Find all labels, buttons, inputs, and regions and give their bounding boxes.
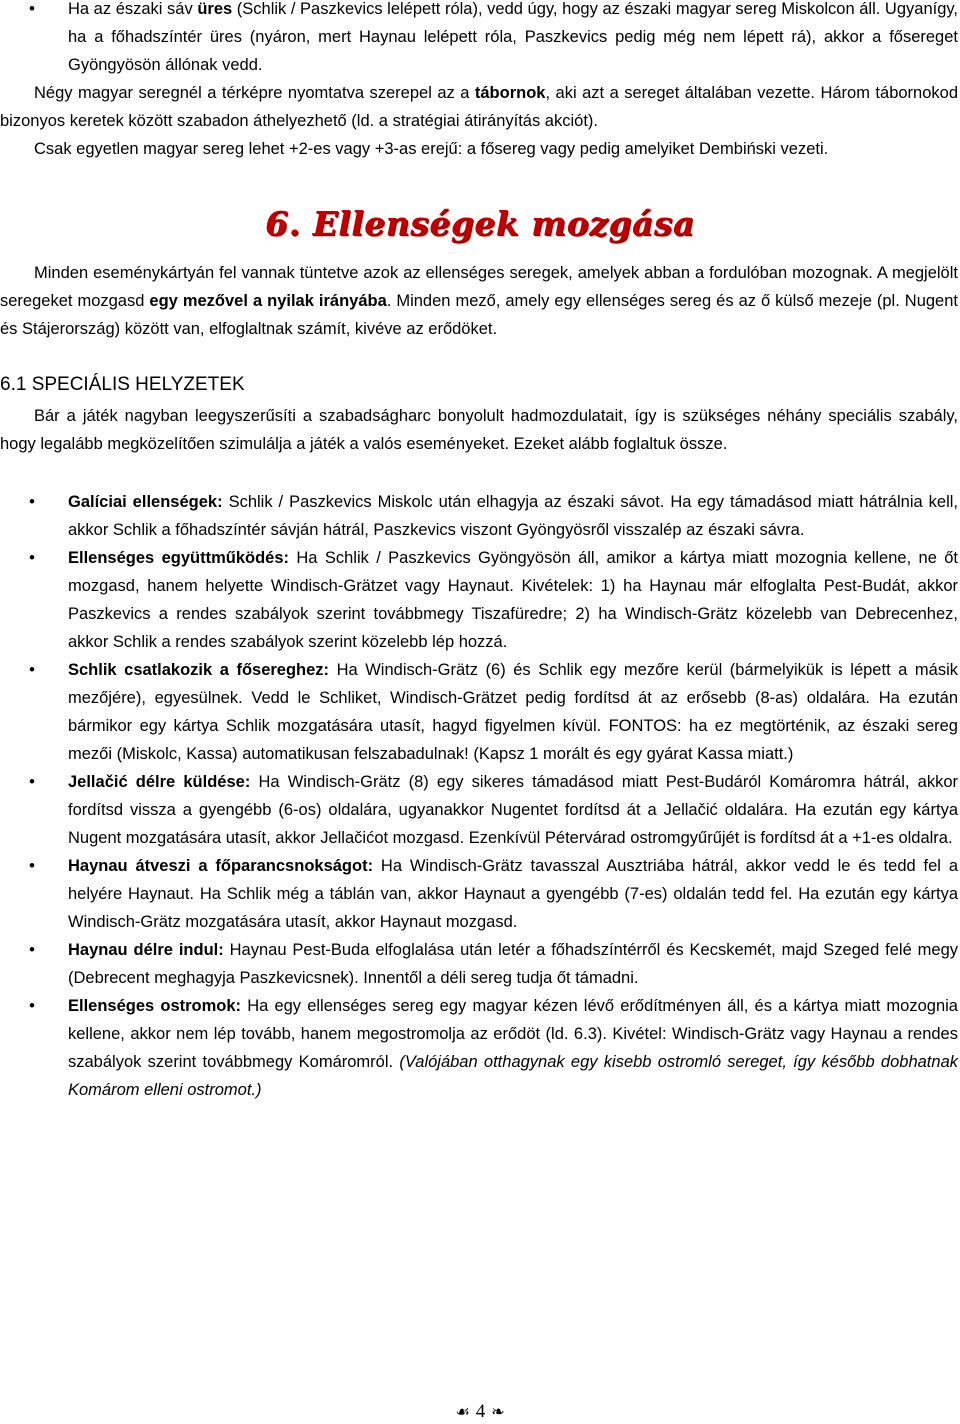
special-rules-list (0, 488, 958, 1104)
rule-italic-note: (Valójában otthagynak egy kisebb ostromló sereget, így később dobhatnak Komárom elleni ostromot.) (68, 1053, 958, 1099)
text-span: Négy magyar seregnél a térképre nyomtatva szerepel az a (34, 84, 475, 102)
rule-title: Ellenséges ostromok: (68, 997, 242, 1015)
rule-text: Ha Windisch-Grätz (8) egy sikeres támadásod miatt Pest-Budáról Komáromra hátrál, akkor fordítsd vissza a gyengébb (6-os) oldalára, ugyanakkor Nugentet fordítsd át a Jellačić oldalára. Ha ezután egy kártya Nugent mozgatására utasít, akkor Jellačićot mozgasd. Ezenkívül Pétervárad ostromgyűrűjét is fordítsd át a +1-es oldalra. (68, 773, 958, 847)
rule-title: Jellačić délre küldése: (68, 773, 251, 791)
page-number: 4 (475, 1401, 486, 1422)
rule-item (0, 768, 958, 852)
page-footer (0, 1401, 960, 1423)
bold-term: tábornok (474, 84, 546, 102)
section-6-1-heading: 6.1 SPECIÁLIS HELYZETEK (0, 374, 245, 395)
rule-title: Haynau délre indul: (68, 941, 224, 959)
fleuron-right-icon: ❧ (491, 1402, 505, 1421)
fleuron-left-icon: ☙ (455, 1402, 470, 1421)
text-span: Ha az északi sáv (68, 0, 198, 18)
bold-term: egy mezővel a nyilak irányába (149, 292, 387, 310)
rule-text: Haynau Pest-Buda elfoglalása után letér a főhadszíntérről és Kecskemét, majd Szeged felé megy (Debrecent meghagyja Paszkevicsnek). Innentől a déli sereg tudja őt támadni. (68, 941, 959, 987)
rule-item (0, 488, 958, 544)
rule-text: Schlik / Paszkevics Miskolc után elhagyja az északi sávot. Ha egy támadásod miatt hátrálnia kell, akkor Schlik a főhadszíntér sávján hátrál, Paszkevics viszont Gyöngyösről visszalép az északi sávra. (68, 493, 958, 539)
single-army-paragraph: Csak egyetlen magyar sereg lehet +2-es vagy +3-as erejű: a fősereg vagy pedig amelyiket Dembiński vezeti. (34, 140, 829, 158)
rule-title: Ellenséges együttműködés: (68, 549, 290, 567)
section-6-1-intro: Bár a játék nagyban leegyszerűsíti a szabadságharc bonyolult hadmozdulatait, így is szükséges néhány speciális szabály, hogy legalább megközelítően szimulálja a játék a valós eseményeket. Ezeket alább foglaltuk össze. (0, 407, 958, 453)
rule-item (0, 656, 958, 768)
bold-term: üres (197, 0, 233, 18)
rule-text: Ha Windisch-Grätz tavasszal Ausztriába hátrál, akkor vedd le és tedd fel a helyére Haynaut. Ha Schlik még a táblán van, akkor Haynaut a gyengébb (7-es) oldalán tedd fel. Ha ezután egy kártya Windisch-Grätz mozgatására utasít, akkor Haynaut mozgasd. (68, 857, 958, 931)
rule-text: Ha Windisch-Grätz (6) és Schlik egy mezőre kerül (bármelyikük is lépett a másik mezőjére), egyesülnek. Vedd le Schliket, Windisch-Grätzet pedig fordítsd át az erősebb (8-as) oldalára. Ha ezután bármikor egy kártya Schlik mozgatására utasít, hagyd figyelmen kívül. FONTOS: ha ez megtörténik, az északi sereg mezői (Miskolc, Kassa) automatikusan felszabadulnak! (Kapsz 1 morált és egy gyárat Kassa miatt.) (68, 661, 958, 763)
list-item (0, 0, 958, 79)
rule-text: Ha egy ellenséges sereg egy magyar kézen lévő erődítményen áll, és a kártya miatt mozognia kellene, akkor nem lép tovább, hanem megostromolja az erődöt (ld. 6.3). Kivétel: Windisch-Grätz vagy Haynau a rendes szabályok szerint továbbmegy Komáromról. (68, 997, 958, 1071)
rule-item (0, 852, 958, 936)
rule-item (0, 936, 958, 992)
rule-item (0, 544, 958, 656)
text-span: (Schlik / Paszkevics lelépett róla), vedd úgy, hogy az északi magyar sereg Miskolcon áll. Ugyanígy, ha a főhadszíntér üres (nyáron, mert Haynau lelépett róla, Paszkevics pedig még nem lépett rá), akkor a fősereget Gyöngyösön állónak vedd. (68, 0, 958, 74)
intro-bullet-list (0, 0, 958, 79)
section-6-paragraph (0, 259, 958, 343)
rule-text: Ha Schlik / Paszkevics Gyöngyösön áll, amikor a kártya miatt mozognia kellene, ne őt mozgasd, hanem helyette Windisch-Grätzet vagy Haynaut. Kivételek: 1) ha Haynau már elfoglalta Pest-Budát, akkor Paszkevics a rendes szabályok szerint továbbmegy Tiszafüredre; 2) ha Windisch-Grätz közelebb van Debrecenhez, akkor Schlik a rendes szabályok szerint közelebb lép hozzá. (68, 549, 958, 651)
generals-paragraph (0, 79, 958, 135)
rule-title: Galíciai ellenségek: (68, 493, 223, 511)
text-span: . Minden mező, amely egy ellenséges sereg és az ő külső mezeje (pl. Nugent és Stájerország) között van, elfoglaltnak számít, kivéve az erődöket. (0, 292, 958, 338)
text-span: Minden eseménykártyán fel vannak tüntetve azok az ellenséges seregek, amelyek abban a fordulóban mozognak. A megjelölt seregeket mozgasd (0, 264, 958, 310)
rule-item (0, 992, 958, 1104)
rule-title: Schlik csatlakozik a fősereghez: (68, 661, 330, 679)
section-6-heading: 6. Ellenségek mozgása (265, 204, 695, 243)
rule-title: Haynau átveszi a főparancsnokságot: (68, 857, 374, 875)
text-span: , aki azt a sereget általában vezette. Három tábornokod bizonyos keretek között szabadon áthelyezhető (ld. a stratégiai átirányítás akciót). (0, 84, 958, 130)
